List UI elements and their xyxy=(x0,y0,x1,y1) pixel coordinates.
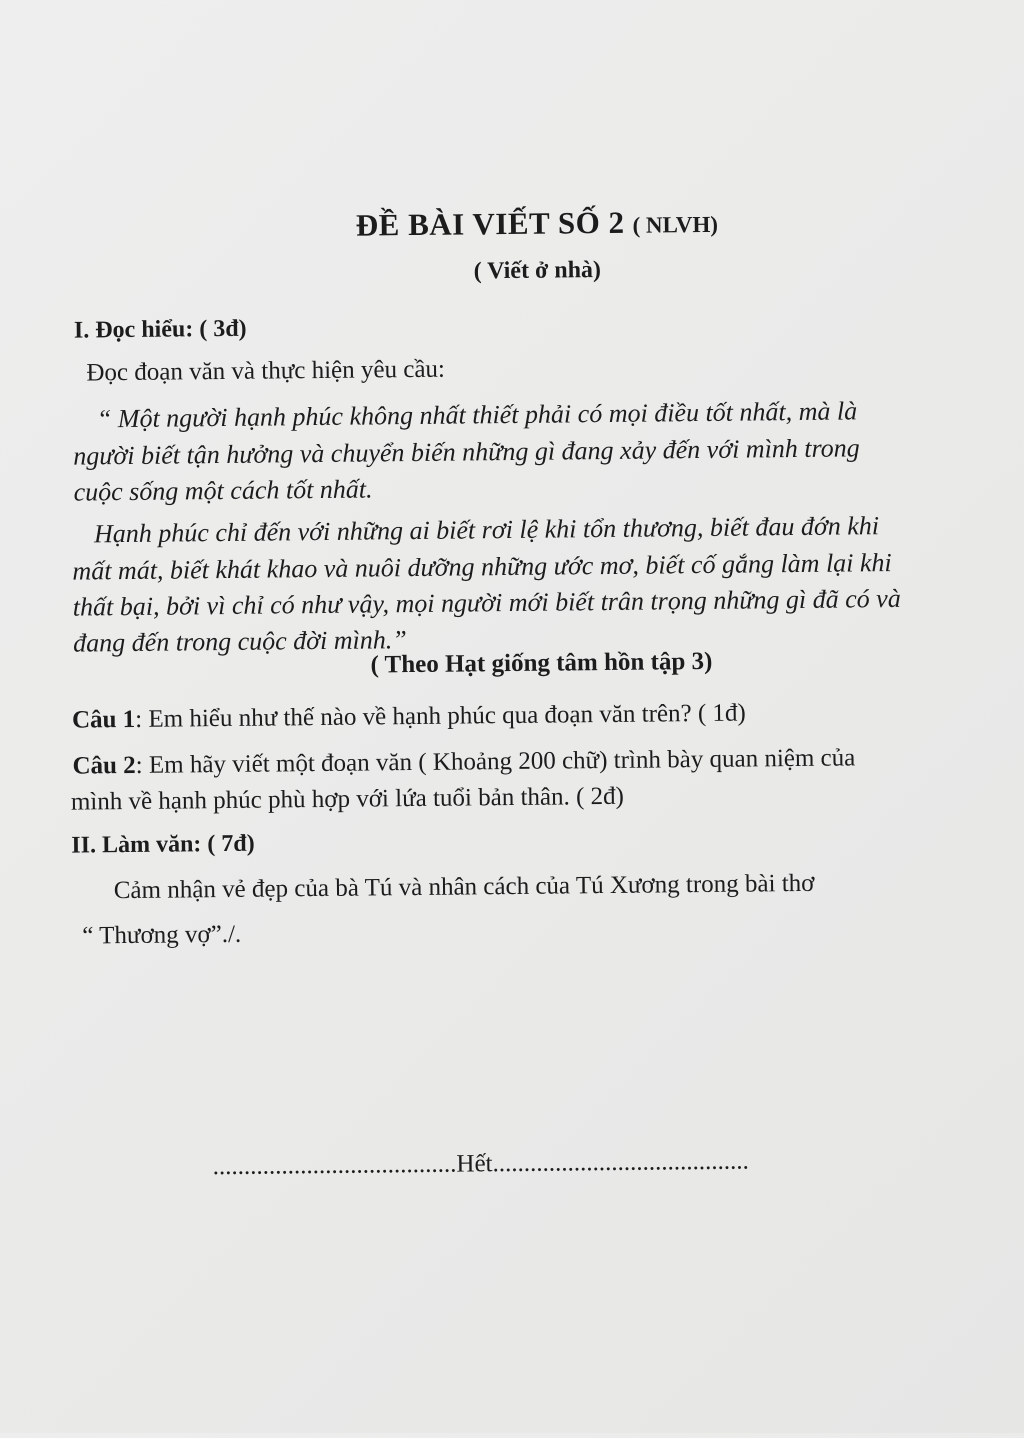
reading-instruction: Đọc đoạn văn và thực hiện yêu cầu: xyxy=(86,355,446,387)
question-2 xyxy=(72,744,855,780)
section-heading-reading: I. Đọc hiểu: ( 3đ) xyxy=(73,315,247,344)
question-2-text: : Em hãy viết một đoạn văn ( Khoảng 200 chữ) trình bày quan niệm của xyxy=(135,744,856,779)
passage-line: đang đến trong cuộc đời mình.” xyxy=(73,625,407,658)
writing-prompt-line: Cảm nhận vẻ đẹp của bà Tú và nhân cách của Tú Xương trong bài thơ xyxy=(113,869,815,905)
passage-line: người biết tận hưởng và chuyển biến những gì đang xảy đến với mình trong xyxy=(73,433,860,471)
section-heading-writing: II. Làm văn: ( 7đ) xyxy=(71,830,255,859)
question-1-label: Câu 1 xyxy=(71,705,136,734)
writing-prompt-line: “ Thương vợ”./. xyxy=(82,920,242,950)
question-1 xyxy=(72,700,746,735)
passage-line: Hạnh phúc chỉ đến với những ai biết rơi lệ khi tổn thương, biết đau đớn khi xyxy=(93,511,880,549)
passage-line: cuộc sống một cách tốt nhất. xyxy=(73,474,373,507)
passage-line: thất bại, bởi vì chỉ có như vậy, mọi người mới biết trân trọng những gì đã có và xyxy=(72,583,901,622)
question-2-label: Câu 2 xyxy=(72,751,136,780)
question-1-text: : Em hiểu như thế nào về hạnh phúc qua đoạn văn trên? ( 1đ) xyxy=(135,699,746,733)
passage-line: mất mát, biết khát khao và nuôi dưỡng những ước mơ, biết cố gắng làm lại khi xyxy=(72,548,892,586)
title-suffix: ( NLVH) xyxy=(632,211,719,238)
page-title xyxy=(0,201,1019,248)
title-main: ĐỀ BÀI VIẾT SỐ 2 xyxy=(355,204,625,243)
page-subtitle: ( Viết ở nhà) xyxy=(473,257,602,285)
passage-line: “ Một người hạnh phúc không nhất thiết phải có mọi điều tốt nhất, mà là xyxy=(96,396,858,434)
end-marker: .......................................Hết......................................... xyxy=(212,1147,749,1181)
passage-source: ( Theo Hạt giống tâm hồn tập 3) xyxy=(370,647,713,679)
question-2-continued: mình về hạnh phúc phù hợp với lứa tuổi bản thân. ( 2đ) xyxy=(70,782,625,816)
